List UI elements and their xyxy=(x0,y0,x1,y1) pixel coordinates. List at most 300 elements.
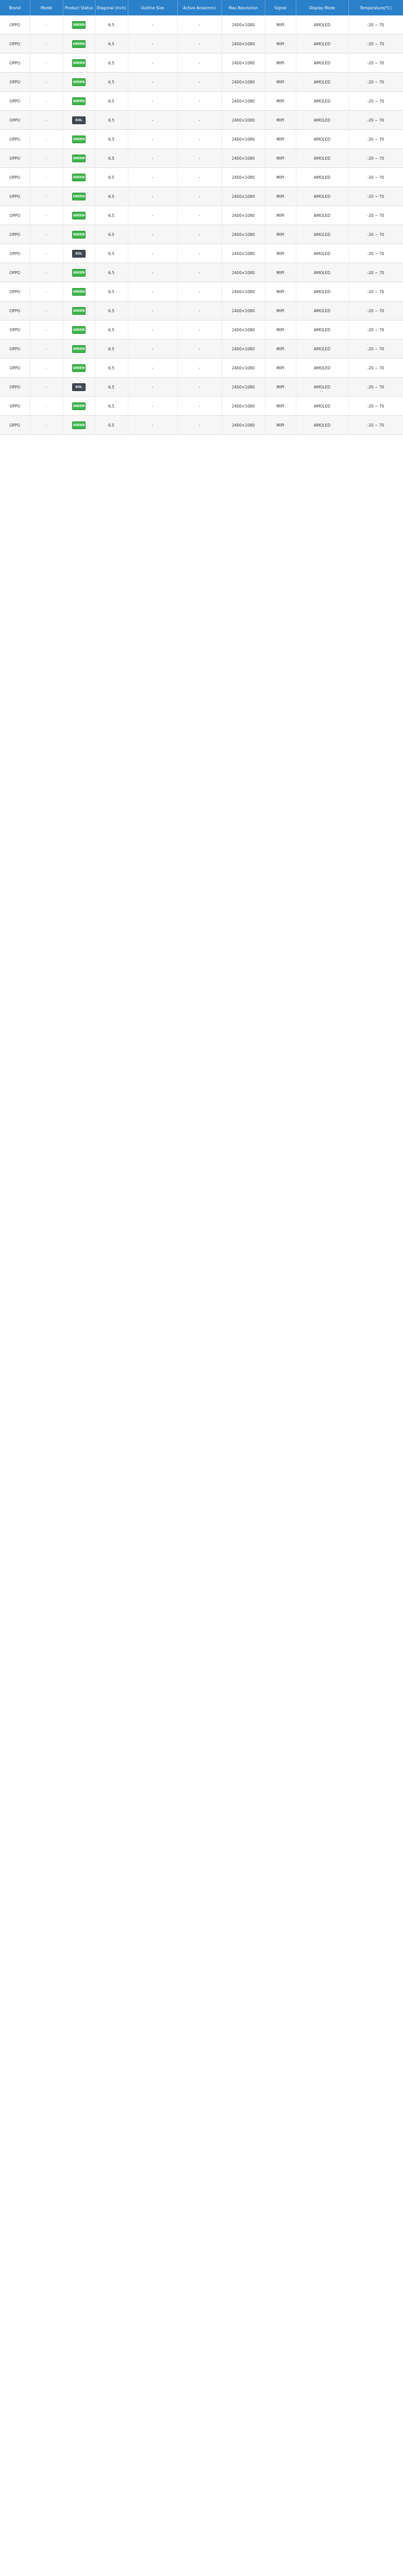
cell-temperature: -20 ~ 70 xyxy=(348,340,403,359)
cell-brand: OPPO xyxy=(0,378,30,397)
cell-signal: MIPI xyxy=(265,130,296,149)
table-row xyxy=(0,397,403,416)
cell-signal: MIPI xyxy=(265,187,296,206)
cell-diagonal: 6.5 xyxy=(95,244,128,263)
cell-status xyxy=(63,111,95,130)
cell-model xyxy=(30,130,63,149)
cell-brand: OPPO xyxy=(0,73,30,92)
cell-status xyxy=(63,416,95,435)
spec-table xyxy=(0,0,403,435)
table-row xyxy=(0,301,403,320)
cell-brand: OPPO xyxy=(0,168,30,187)
col-resolution: Max.Resolution xyxy=(222,0,265,15)
cell-active-area: - xyxy=(177,130,222,149)
cell-signal: MIPI xyxy=(265,15,296,35)
cell-model xyxy=(30,206,63,225)
table-header-row xyxy=(0,0,403,15)
cell-brand: OPPO xyxy=(0,340,30,359)
model-link[interactable]: - xyxy=(45,79,47,84)
cell-active-area: - xyxy=(177,73,222,92)
model-link[interactable]: - xyxy=(45,156,47,161)
cell-temperature: -20 ~ 70 xyxy=(348,149,403,168)
cell-diagonal: 6.5 xyxy=(95,15,128,35)
table-row xyxy=(0,187,403,206)
cell-outline: - xyxy=(128,416,177,435)
cell-diagonal: 6.5 xyxy=(95,301,128,320)
cell-diagonal: 6.5 xyxy=(95,416,128,435)
cell-display-mode: AMOLED xyxy=(296,301,348,320)
cell-signal: MIPI xyxy=(265,206,296,225)
cell-outline: - xyxy=(128,92,177,111)
model-link[interactable]: - xyxy=(45,41,47,46)
cell-status xyxy=(63,359,95,378)
cell-outline: - xyxy=(128,35,177,54)
cell-active-area: - xyxy=(177,340,222,359)
cell-status xyxy=(63,92,95,111)
spec-page xyxy=(0,0,403,435)
cell-active-area: - xyxy=(177,282,222,301)
cell-outline: - xyxy=(128,15,177,35)
model-link[interactable]: - xyxy=(45,346,47,351)
cell-resolution: 2400×1080 xyxy=(222,378,265,397)
cell-model xyxy=(30,416,63,435)
model-link[interactable]: - xyxy=(45,60,47,65)
cell-brand: OPPO xyxy=(0,149,30,168)
model-link[interactable]: - xyxy=(45,308,47,313)
cell-display-mode: AMOLED xyxy=(296,320,348,340)
cell-active-area: - xyxy=(177,111,222,130)
cell-active-area: - xyxy=(177,397,222,416)
cell-model xyxy=(30,340,63,359)
cell-outline: - xyxy=(128,340,177,359)
table-row xyxy=(0,263,403,282)
cell-model xyxy=(30,168,63,187)
cell-display-mode: AMOLED xyxy=(296,54,348,73)
cell-display-mode: AMOLED xyxy=(296,111,348,130)
cell-diagonal: 6.5 xyxy=(95,282,128,301)
cell-diagonal: 6.5 xyxy=(95,130,128,149)
model-link[interactable]: - xyxy=(45,98,47,104)
cell-diagonal: 6.5 xyxy=(95,359,128,378)
status-badge: GREEN xyxy=(72,326,86,334)
cell-status xyxy=(63,320,95,340)
col-signal: Signal xyxy=(265,0,296,15)
cell-brand: OPPO xyxy=(0,416,30,435)
table-body xyxy=(0,15,403,435)
cell-outline: - xyxy=(128,168,177,187)
status-badge: GREEN xyxy=(72,364,86,372)
cell-outline: - xyxy=(128,282,177,301)
cell-outline: - xyxy=(128,149,177,168)
cell-resolution: 2400×1080 xyxy=(222,73,265,92)
cell-outline: - xyxy=(128,244,177,263)
model-link[interactable]: - xyxy=(45,365,47,370)
cell-active-area: - xyxy=(177,416,222,435)
cell-signal: MIPI xyxy=(265,111,296,130)
cell-temperature: -20 ~ 70 xyxy=(348,187,403,206)
table-row xyxy=(0,35,403,54)
cell-resolution: 2400×1080 xyxy=(222,416,265,435)
cell-model xyxy=(30,397,63,416)
cell-brand: OPPO xyxy=(0,397,30,416)
cell-status xyxy=(63,130,95,149)
cell-model xyxy=(30,54,63,73)
cell-signal: MIPI xyxy=(265,73,296,92)
cell-signal: MIPI xyxy=(265,359,296,378)
cell-display-mode: AMOLED xyxy=(296,225,348,244)
cell-signal: MIPI xyxy=(265,282,296,301)
status-badge: GREEN xyxy=(72,193,86,200)
cell-model xyxy=(30,244,63,263)
table-row xyxy=(0,149,403,168)
status-badge: GREEN xyxy=(72,40,86,48)
cell-status xyxy=(63,149,95,168)
cell-resolution: 2400×1080 xyxy=(222,168,265,187)
cell-status xyxy=(63,168,95,187)
cell-status xyxy=(63,244,95,263)
cell-display-mode: AMOLED xyxy=(296,340,348,359)
cell-brand: OPPO xyxy=(0,130,30,149)
col-status: Product Status xyxy=(63,0,95,15)
cell-signal: MIPI xyxy=(265,263,296,282)
cell-resolution: 2400×1080 xyxy=(222,187,265,206)
cell-signal: MIPI xyxy=(265,168,296,187)
cell-display-mode: AMOLED xyxy=(296,168,348,187)
cell-active-area: - xyxy=(177,225,222,244)
cell-diagonal: 6.5 xyxy=(95,149,128,168)
cell-status xyxy=(63,282,95,301)
table-row xyxy=(0,225,403,244)
cell-model xyxy=(30,320,63,340)
cell-diagonal: 6.5 xyxy=(95,320,128,340)
col-outline: Outline Size xyxy=(128,0,177,15)
cell-diagonal: 6.5 xyxy=(95,263,128,282)
cell-temperature: -20 ~ 70 xyxy=(348,320,403,340)
cell-resolution: 2400×1080 xyxy=(222,397,265,416)
cell-display-mode: AMOLED xyxy=(296,263,348,282)
model-link[interactable]: - xyxy=(45,22,47,27)
cell-resolution: 2400×1080 xyxy=(222,92,265,111)
table-row xyxy=(0,92,403,111)
cell-active-area: - xyxy=(177,378,222,397)
cell-temperature: -20 ~ 70 xyxy=(348,130,403,149)
cell-model xyxy=(30,225,63,244)
cell-diagonal: 6.5 xyxy=(95,92,128,111)
cell-outline: - xyxy=(128,397,177,416)
cell-outline: - xyxy=(128,378,177,397)
cell-temperature: -20 ~ 70 xyxy=(348,54,403,73)
cell-status xyxy=(63,340,95,359)
status-badge: GREEN xyxy=(72,402,86,410)
table-row xyxy=(0,54,403,73)
cell-signal: MIPI xyxy=(265,340,296,359)
cell-brand: OPPO xyxy=(0,263,30,282)
status-badge: GREEN xyxy=(72,97,86,105)
status-badge: GREEN xyxy=(72,231,86,239)
cell-display-mode: AMOLED xyxy=(296,92,348,111)
cell-model xyxy=(30,187,63,206)
cell-model xyxy=(30,15,63,35)
cell-resolution: 2400×1080 xyxy=(222,149,265,168)
cell-status xyxy=(63,15,95,35)
cell-outline: - xyxy=(128,263,177,282)
cell-active-area: - xyxy=(177,206,222,225)
cell-display-mode: AMOLED xyxy=(296,206,348,225)
table-row xyxy=(0,416,403,435)
status-badge: EOL xyxy=(72,383,86,391)
cell-signal: MIPI xyxy=(265,301,296,320)
cell-brand: OPPO xyxy=(0,359,30,378)
cell-resolution: 2400×1080 xyxy=(222,244,265,263)
model-link[interactable]: - xyxy=(45,289,47,294)
cell-temperature: -20 ~ 70 xyxy=(348,263,403,282)
cell-display-mode: AMOLED xyxy=(296,130,348,149)
table-row xyxy=(0,168,403,187)
cell-status xyxy=(63,73,95,92)
cell-temperature: -20 ~ 70 xyxy=(348,73,403,92)
table-row xyxy=(0,206,403,225)
status-badge: GREEN xyxy=(72,174,86,181)
model-link[interactable]: - xyxy=(45,422,47,428)
cell-resolution: 2400×1080 xyxy=(222,282,265,301)
table-row xyxy=(0,130,403,149)
cell-status xyxy=(63,301,95,320)
cell-brand: OPPO xyxy=(0,15,30,35)
cell-signal: MIPI xyxy=(265,244,296,263)
col-display-mode: Display Mode xyxy=(296,0,348,15)
cell-signal: MIPI xyxy=(265,378,296,397)
cell-model xyxy=(30,73,63,92)
cell-signal: MIPI xyxy=(265,416,296,435)
cell-model xyxy=(30,359,63,378)
cell-temperature: -20 ~ 70 xyxy=(348,206,403,225)
cell-signal: MIPI xyxy=(265,35,296,54)
cell-brand: OPPO xyxy=(0,301,30,320)
model-link[interactable]: - xyxy=(45,232,47,237)
model-link[interactable]: - xyxy=(45,175,47,180)
cell-status xyxy=(63,206,95,225)
cell-signal: MIPI xyxy=(265,149,296,168)
cell-model xyxy=(30,149,63,168)
table-row xyxy=(0,282,403,301)
cell-model xyxy=(30,35,63,54)
cell-temperature: -20 ~ 70 xyxy=(348,168,403,187)
cell-temperature: -20 ~ 70 xyxy=(348,416,403,435)
cell-active-area: - xyxy=(177,149,222,168)
cell-outline: - xyxy=(128,130,177,149)
cell-active-area: - xyxy=(177,359,222,378)
cell-brand: OPPO xyxy=(0,282,30,301)
cell-brand: OPPO xyxy=(0,54,30,73)
cell-resolution: 2400×1080 xyxy=(222,35,265,54)
cell-status xyxy=(63,54,95,73)
table-row xyxy=(0,378,403,397)
cell-resolution: 2400×1080 xyxy=(222,111,265,130)
cell-outline: - xyxy=(128,359,177,378)
cell-outline: - xyxy=(128,73,177,92)
cell-model xyxy=(30,301,63,320)
cell-display-mode: AMOLED xyxy=(296,378,348,397)
cell-display-mode: AMOLED xyxy=(296,282,348,301)
cell-display-mode: AMOLED xyxy=(296,187,348,206)
model-link[interactable]: - xyxy=(45,117,47,123)
cell-temperature: -20 ~ 70 xyxy=(348,35,403,54)
cell-outline: - xyxy=(128,225,177,244)
cell-diagonal: 6.5 xyxy=(95,54,128,73)
col-diagonal: Diagonal (inch) xyxy=(95,0,128,15)
model-link[interactable]: - xyxy=(45,137,47,142)
cell-model xyxy=(30,378,63,397)
cell-temperature: -20 ~ 70 xyxy=(348,359,403,378)
cell-status xyxy=(63,225,95,244)
model-link[interactable]: - xyxy=(45,194,47,199)
status-badge: GREEN xyxy=(72,288,86,296)
cell-diagonal: 6.5 xyxy=(95,206,128,225)
cell-brand: OPPO xyxy=(0,320,30,340)
cell-signal: MIPI xyxy=(265,397,296,416)
table-row xyxy=(0,244,403,263)
cell-brand: OPPO xyxy=(0,225,30,244)
cell-display-mode: AMOLED xyxy=(296,73,348,92)
cell-signal: MIPI xyxy=(265,225,296,244)
col-temperature: Temperature(℃) xyxy=(348,0,403,15)
model-link[interactable]: - xyxy=(45,251,47,256)
table-row xyxy=(0,15,403,35)
cell-active-area: - xyxy=(177,244,222,263)
cell-active-area: - xyxy=(177,187,222,206)
cell-active-area: - xyxy=(177,15,222,35)
cell-temperature: -20 ~ 70 xyxy=(348,397,403,416)
status-badge: GREEN xyxy=(72,421,86,429)
cell-temperature: -20 ~ 70 xyxy=(348,301,403,320)
cell-diagonal: 6.5 xyxy=(95,340,128,359)
model-link[interactable]: - xyxy=(45,327,47,332)
cell-outline: - xyxy=(128,111,177,130)
table-row xyxy=(0,340,403,359)
status-badge: GREEN xyxy=(72,59,86,67)
cell-outline: - xyxy=(128,320,177,340)
cell-diagonal: 6.5 xyxy=(95,111,128,130)
status-badge: GREEN xyxy=(72,21,86,29)
cell-diagonal: 6.5 xyxy=(95,187,128,206)
cell-active-area: - xyxy=(177,263,222,282)
cell-temperature: -20 ~ 70 xyxy=(348,378,403,397)
cell-resolution: 2400×1080 xyxy=(222,340,265,359)
cell-resolution: 2400×1080 xyxy=(222,206,265,225)
cell-resolution: 2400×1080 xyxy=(222,130,265,149)
cell-signal: MIPI xyxy=(265,320,296,340)
status-badge: GREEN xyxy=(72,135,86,143)
model-link[interactable]: - xyxy=(45,384,47,389)
cell-outline: - xyxy=(128,301,177,320)
cell-status xyxy=(63,187,95,206)
cell-temperature: -20 ~ 70 xyxy=(348,15,403,35)
cell-display-mode: AMOLED xyxy=(296,359,348,378)
cell-model xyxy=(30,282,63,301)
cell-status xyxy=(63,35,95,54)
cell-brand: OPPO xyxy=(0,206,30,225)
table-row xyxy=(0,73,403,92)
cell-resolution: 2400×1080 xyxy=(222,320,265,340)
cell-active-area: - xyxy=(177,35,222,54)
cell-active-area: - xyxy=(177,301,222,320)
model-link[interactable]: - xyxy=(45,403,47,409)
cell-active-area: - xyxy=(177,54,222,73)
cell-resolution: 2400×1080 xyxy=(222,301,265,320)
cell-resolution: 2400×1080 xyxy=(222,359,265,378)
cell-resolution: 2400×1080 xyxy=(222,15,265,35)
cell-display-mode: AMOLED xyxy=(296,397,348,416)
cell-model xyxy=(30,92,63,111)
cell-active-area: - xyxy=(177,320,222,340)
cell-active-area: - xyxy=(177,92,222,111)
cell-display-mode: AMOLED xyxy=(296,15,348,35)
cell-status xyxy=(63,378,95,397)
cell-temperature: -20 ~ 70 xyxy=(348,244,403,263)
cell-signal: MIPI xyxy=(265,54,296,73)
cell-resolution: 2400×1080 xyxy=(222,54,265,73)
cell-temperature: -20 ~ 70 xyxy=(348,282,403,301)
col-model: Model xyxy=(30,0,63,15)
status-badge: EOL xyxy=(72,116,86,124)
cell-resolution: 2400×1080 xyxy=(222,263,265,282)
model-link[interactable]: - xyxy=(45,270,47,275)
cell-diagonal: 6.5 xyxy=(95,35,128,54)
status-badge: GREEN xyxy=(72,307,86,315)
status-badge: GREEN xyxy=(72,212,86,219)
cell-signal: MIPI xyxy=(265,92,296,111)
status-badge: GREEN xyxy=(72,269,86,277)
cell-display-mode: AMOLED xyxy=(296,35,348,54)
cell-diagonal: 6.5 xyxy=(95,73,128,92)
cell-brand: OPPO xyxy=(0,187,30,206)
table-row xyxy=(0,111,403,130)
cell-diagonal: 6.5 xyxy=(95,225,128,244)
cell-temperature: -20 ~ 70 xyxy=(348,111,403,130)
cell-outline: - xyxy=(128,187,177,206)
table-row xyxy=(0,320,403,340)
status-badge: GREEN xyxy=(72,345,86,353)
col-active-area: Active Area(mm) xyxy=(177,0,222,15)
cell-diagonal: 6.5 xyxy=(95,168,128,187)
cell-brand: OPPO xyxy=(0,35,30,54)
cell-display-mode: AMOLED xyxy=(296,244,348,263)
cell-display-mode: AMOLED xyxy=(296,149,348,168)
cell-resolution: 2400×1080 xyxy=(222,225,265,244)
cell-display-mode: AMOLED xyxy=(296,416,348,435)
table-row xyxy=(0,359,403,378)
cell-brand: OPPO xyxy=(0,92,30,111)
cell-model xyxy=(30,111,63,130)
col-brand: Brand xyxy=(0,0,30,15)
cell-brand: OPPO xyxy=(0,244,30,263)
cell-status xyxy=(63,397,95,416)
cell-brand: OPPO xyxy=(0,111,30,130)
status-badge: EOL xyxy=(72,250,86,258)
status-badge: GREEN xyxy=(72,78,86,86)
cell-diagonal: 6.5 xyxy=(95,378,128,397)
cell-diagonal: 6.5 xyxy=(95,397,128,416)
model-link[interactable]: - xyxy=(45,213,47,218)
cell-outline: - xyxy=(128,206,177,225)
cell-model xyxy=(30,263,63,282)
cell-active-area: - xyxy=(177,168,222,187)
cell-temperature: -20 ~ 70 xyxy=(348,225,403,244)
cell-status xyxy=(63,263,95,282)
status-badge: GREEN xyxy=(72,155,86,162)
cell-temperature: -20 ~ 70 xyxy=(348,92,403,111)
cell-outline: - xyxy=(128,54,177,73)
